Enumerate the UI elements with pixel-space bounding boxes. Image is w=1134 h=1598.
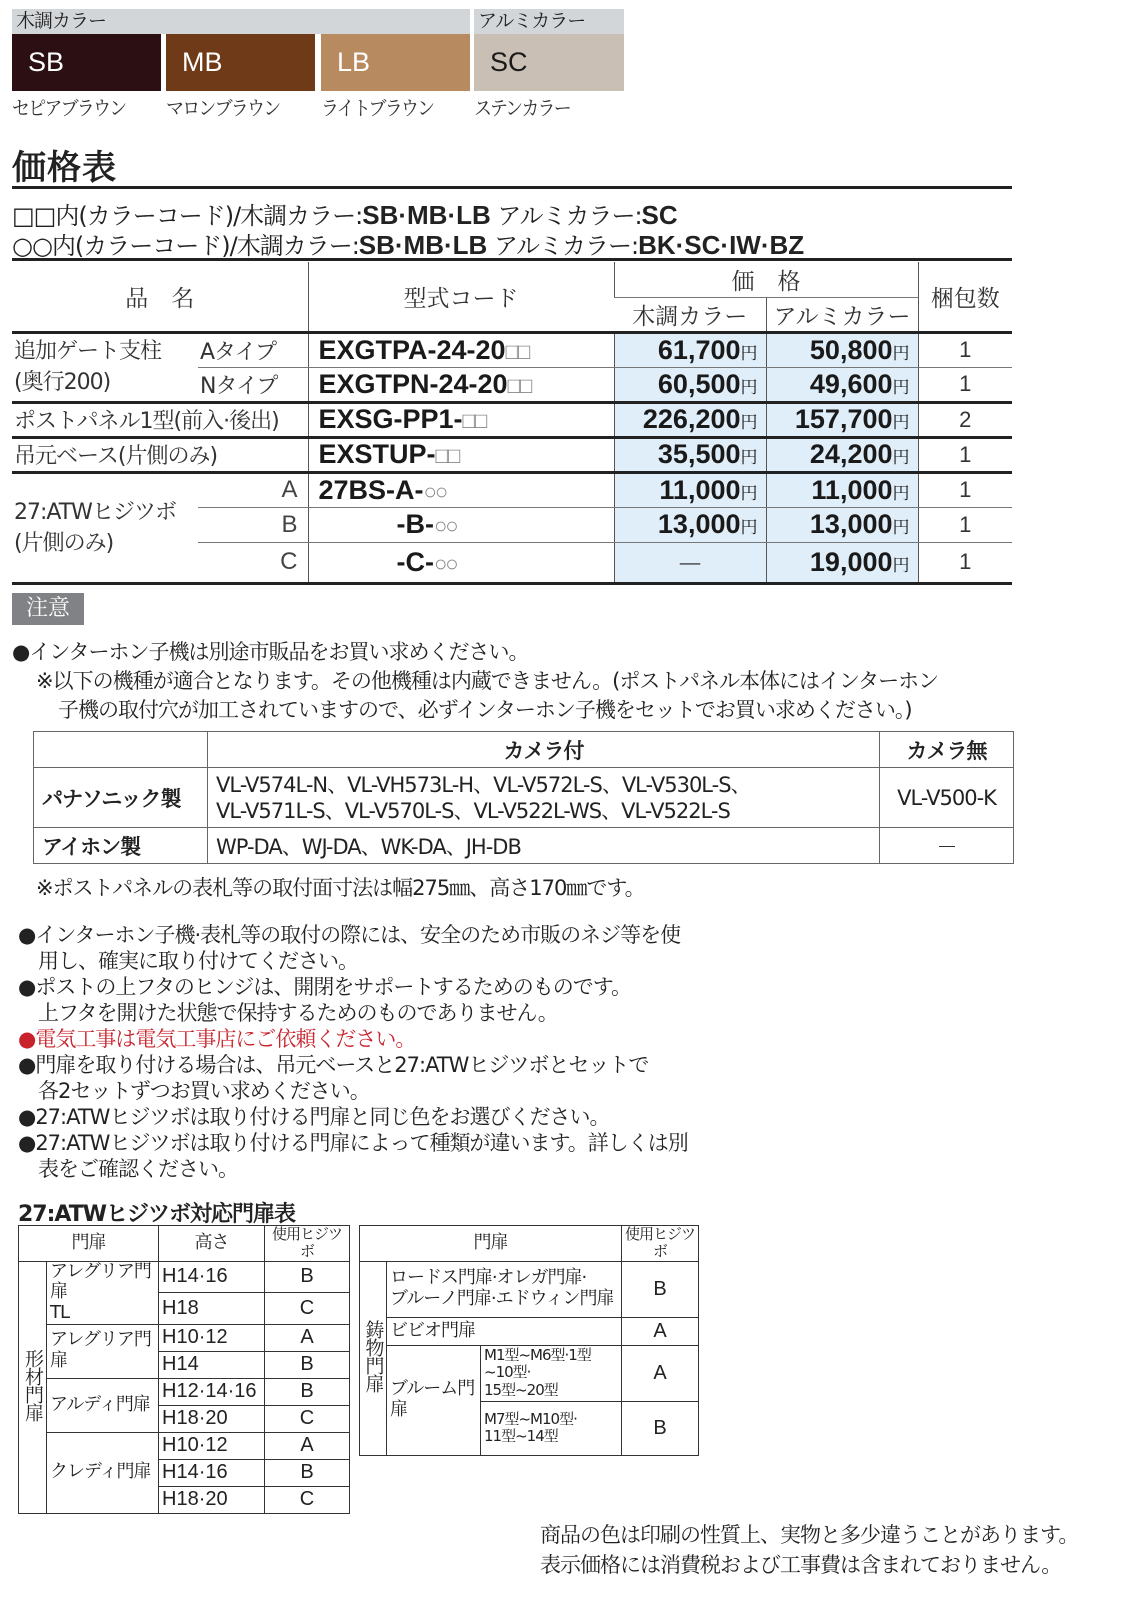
table-row [34,768,1014,828]
gate-height: H14 [159,1351,265,1378]
header-hinge: 使用ヒジツボ [265,1226,350,1262]
price-wood: 226,200円 [614,402,766,437]
model-code: EXGTPA-24-20□□ [308,332,614,367]
hinge-type: C [265,1486,350,1513]
model-code: -C-○○ [308,542,614,583]
hinge-type: B [198,507,308,542]
header-maker [34,732,208,768]
gate-height: H18·20 [159,1405,265,1432]
price-wood: 35,500円 [614,437,766,472]
header-code: 型式コード [308,262,614,332]
pack-qty: 1 [918,542,1012,583]
gate-height: H10·12 [159,1432,265,1459]
header-wood-color: 木調カラー [614,297,766,332]
product-name: 吊元ベース(片側のみ) [12,437,308,472]
color-code-legend-circle [12,226,804,261]
price-alumi: 13,000円 [766,507,918,542]
footer-price-disclaimer: 表示価格には消費税および工事費は含まれておりません。 [540,1553,1062,1577]
hinge-type: A [622,1317,699,1345]
gate-name: アルディ門扉 [47,1378,159,1432]
note-line-electrical-warning: ●電気工事は電気工事店にご依頼ください。 [18,1027,416,1051]
price-alumi: 24,200円 [766,437,918,472]
product-name-sub: (片側のみ) [14,530,114,556]
hinge-type: C [265,1405,350,1432]
gate-name: ロードス門扉·オレガ門扉· ブルーノ門扉·エドウィン門扉 [387,1261,622,1317]
gate-name: ビビオ門扉 [387,1317,622,1345]
gate-name: アレグリア門扉 [47,1324,159,1378]
gate-height: H18·20 [159,1486,265,1513]
legend-wood-codes: SB·MB·LB [362,200,491,230]
header-alumi-color: アルミカラー [766,297,918,332]
legend-prefix: ○○内(カラーコード)/木調カラー: [12,232,359,260]
header-price: 価 格 [614,262,918,297]
note-line: 表をご確認ください。 [18,1157,238,1181]
hinge-table-cast-gates [359,1225,699,1456]
hinge-table-title: 27:ATWヒジツボ対応門扉表 [18,1202,296,1227]
swatch-name-mb: マロンブラウン [166,96,280,120]
price-alumi: 19,000円 [766,542,918,583]
note-line: ●ポストの上フタのヒンジは、開閉をサポートするためのものです。 [18,975,632,999]
note-line: ●門扉を取り付ける場合は、吊元ベースと27:ATWヒジツボとセットで [18,1053,649,1077]
camera-models: WP-DA、WJ-DA、WK-DA、JH-DB [208,828,880,864]
caution-intro: ●インターホン子機は別途市販品をお買い求めください。 [12,640,529,664]
gate-name: アレグリア門扉 TL [47,1261,159,1324]
alumi-color-label: アルミカラー [474,9,624,34]
legend-mid: アルミカラー: [487,232,639,260]
pack-qty: 1 [918,332,1012,367]
swatch-name-lb: ライトブラウン [321,96,434,120]
price-wood: 60,500円 [614,367,766,402]
price-alumi: 49,600円 [766,367,918,402]
note-line: ●27:ATWヒジツボは取り付ける門扉と同じ色をお選びください。 [18,1105,610,1129]
hinge-type: A [265,1324,350,1351]
hinge-table-profile-gates [18,1225,350,1514]
price-wood: 11,000円 [614,472,766,507]
product-name-sub: (奥行200) [14,370,111,395]
note-line: ●27:ATWヒジツボは取り付ける門扉によって種類が違います。詳しくは別 [18,1131,688,1155]
caution-badge: 注意 [12,593,84,625]
table-row [34,828,1014,864]
swatch-sc: SC [474,34,624,91]
gate-name: ブルーム門扉 [387,1345,481,1455]
no-camera-model: VL-V500-K [880,768,1014,828]
category-cast-gate: 鋳物門扉 [360,1261,387,1455]
product-name: ポストパネル1型(前入·後出) [12,402,308,437]
pack-qty: 1 [918,507,1012,542]
price-alumi: 157,700円 [766,402,918,437]
product-name-group [12,332,198,402]
table-row [12,472,1012,507]
price-wood: － [614,542,766,583]
legend-prefix: □□内(カラーコード)/木調カラー: [12,202,363,230]
legend-alumi-codes: SC [641,200,678,230]
swatch-mb: MB [166,34,315,91]
model-code: EXGTPN-24-20□□ [308,367,614,402]
divider [12,258,1012,261]
hinge-type: C [265,1293,350,1325]
price-alumi: 50,800円 [766,332,918,367]
header-hinge: 使用ヒジツボ [622,1226,699,1262]
note-line: ●インターホン子機·表札等の取付の際には、安全のため市販のネジ等を使 [18,923,681,947]
caution-intro: ※以下の機種が適合となります。その他機種は内蔵できません。(ポストパネル本体にはインターホン [36,669,939,693]
price-table [12,262,1012,585]
hinge-type: A [265,1432,350,1459]
product-type: Aタイプ [198,332,308,367]
size-note: ※ポストパネルの表札等の取付面寸法は幅275㎜、高さ170㎜です。 [36,876,645,900]
hinge-type: B [265,1351,350,1378]
hinge-type: A [198,472,308,507]
gate-height: H10·12 [159,1324,265,1351]
table-row [12,437,1012,472]
table-header-row [34,732,1014,768]
note-line: 上フタを開けた状態で保持するためのものでありません。 [18,1001,558,1025]
caution-intro: 子機の取付穴が加工されていますので、必ずインターホン子機をセットでお買い求めください。) [58,698,912,722]
model-code: EXSG-PP1-□□ [308,402,614,437]
hinge-type: C [198,542,308,583]
gate-model-range: M1型~M6型·1型~10型· 15型~20型 [481,1345,622,1401]
category-profile-gate: 形材門扉 [19,1261,47,1513]
hinge-type: B [622,1401,699,1455]
pack-qty: 1 [918,437,1012,472]
wood-color-label: 木調カラー [12,9,470,34]
swatch-sb: SB [12,34,161,91]
gate-height: H14·16 [159,1459,265,1486]
hinge-type: B [265,1459,350,1486]
gate-model-range: M7型~M10型· 11型~14型 [481,1401,622,1455]
legend-wood-codes: SB·MB·LB [358,230,488,260]
header-without-camera: カメラ無 [880,732,1014,768]
product-name: 27:ATWヒジツボ [14,499,176,525]
header-name: 品 名 [12,262,308,332]
no-camera-model: － [880,828,1014,864]
product-name: 追加ゲート支柱 [14,339,162,364]
swatch-name-sb: セピアブラウン [12,96,126,120]
gate-height: H18 [159,1293,265,1325]
model-code: 27BS-A-○○ [308,472,614,507]
price-wood: 61,700円 [614,332,766,367]
footer-color-disclaimer: 商品の色は印刷の性質上、実物と多少違うことがあります。 [540,1523,1079,1547]
header-gate: 門扉 [360,1226,622,1262]
gate-height: H14·16 [159,1261,265,1293]
price-alumi: 11,000円 [766,472,918,507]
header-gate: 門扉 [19,1226,159,1262]
intercom-compat-table [33,731,1014,864]
note-line: 各2セットずつお買い求めください。 [18,1079,370,1103]
table-row [12,332,1012,367]
header-with-camera: カメラ付 [208,732,880,768]
pack-qty: 2 [918,402,1012,437]
divider [12,186,1012,189]
model-code: EXSTUP-□□ [308,437,614,472]
model-code: -B-○○ [308,507,614,542]
product-type: Nタイプ [198,367,308,402]
header-height: 高さ [159,1226,265,1262]
page-title: 価格表 [12,148,117,188]
swatch-name-sc: ステンカラー [474,96,570,120]
swatch-lb: LB [321,34,470,91]
note-line: 用し、確実に取り付けてください。 [18,949,358,973]
pack-qty: 1 [918,367,1012,402]
hinge-type: B [265,1378,350,1405]
price-wood: 13,000円 [614,507,766,542]
legend-alumi-codes: BK·SC·IW·BZ [638,230,805,260]
gate-name: クレディ門扉 [47,1432,159,1513]
maker-name: アイホン製 [34,828,208,864]
hinge-type: B [622,1261,699,1317]
header-qty: 梱包数 [918,262,1012,332]
camera-models: VL-V574L-N、VL-VH573L-H、VL-V572L-S、VL-V530L-S、 VL-V571L-S、VL-V570L-S、VL-V522L-WS、VL-V522L-S [208,768,880,828]
hinge-type: B [265,1261,350,1293]
legend-mid: アルミカラー: [490,202,642,230]
table-row [12,402,1012,437]
gate-height: H12·14·16 [159,1378,265,1405]
hinge-type: A [622,1345,699,1401]
maker-name: パナソニック製 [34,768,208,828]
product-name-group [12,472,198,583]
pack-qty: 1 [918,472,1012,507]
